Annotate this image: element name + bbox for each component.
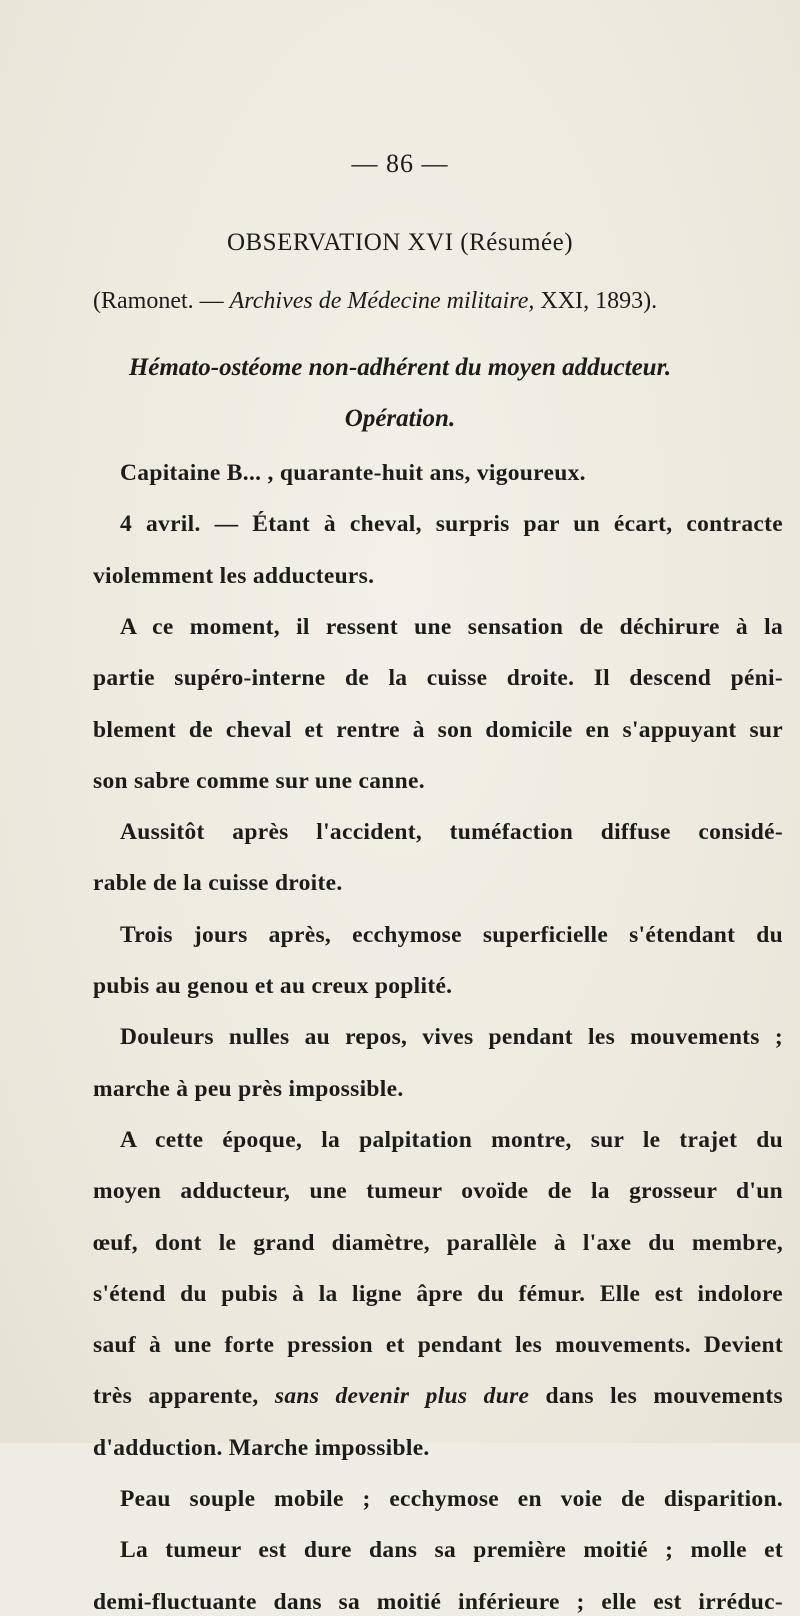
text-line: violemment les adducteurs. — [93, 562, 375, 589]
case-subtitle: Hémato-ostéome non-adhérent du moyen adducteur. — [128, 354, 672, 381]
italic-emphasis: sans devenir plus dure — [274, 1383, 530, 1410]
observation-title: OBSERVATION XVI (Résumée) — [226, 229, 574, 256]
reference-volume-year: XXI, 1893). — [540, 288, 658, 314]
text-line: rable de la cuisse droite. — [93, 870, 343, 897]
text-line: s'étend du pubis à la ligne âpre du fémur. Elle est indolore — [93, 1280, 783, 1307]
text-line: Douleurs nulles au repos, vives pendant les mouvements ; — [120, 1024, 783, 1051]
text-line: pubis au genou et au creux poplité. — [93, 973, 453, 999]
text-line: sauf à une forte pression et pendant les mouvements. Devient — [93, 1332, 783, 1359]
text-line: Peau souple mobile ; ecchymose en voie de disparition. — [120, 1486, 783, 1512]
text-line: très apparente, sans devenir plus dure dans les mouvements — [93, 1383, 783, 1410]
text-line: Aussitôt après l'accident, tuméfaction diffuse considé- — [120, 819, 783, 846]
text-line: marche à peu près impossible. — [93, 1075, 404, 1102]
text-line: blement de cheval et rentre à son domicile en s'appuyant sur — [93, 716, 783, 743]
text-line: d'adduction. Marche impossible. — [93, 1434, 430, 1461]
reference-author: (Ramonet. — — [93, 288, 224, 314]
bibliographic-reference — [93, 288, 773, 315]
text-line: A ce moment, il ressent une sensation de déchirure à la — [120, 613, 783, 640]
text-line: A cette époque, la palpitation montre, sur le trajet du — [120, 1126, 783, 1153]
text-line: Trois jours après, ecchymose superficielle s'étendant du — [120, 921, 783, 948]
text-line: Capitaine B... , quarante-huit ans, vigoureux. — [120, 460, 586, 486]
text-line: partie supéro-interne de la cuisse droite. Il descend péni- — [93, 665, 783, 692]
text-line: 4 avril. — Étant à cheval, surpris par un écart, contracte — [120, 511, 783, 538]
reference-journal: Archives de Médecine militaire, — [229, 288, 535, 314]
text-line: demi-fluctuante dans sa moitié inférieure ; elle est irréduc- — [93, 1588, 783, 1615]
text-line: œuf, dont le grand diamètre, parallèle à l'axe du membre, — [93, 1229, 783, 1256]
page-number: — 86 — — [351, 149, 449, 178]
text-line: La tumeur est dure dans sa première moitié ; molle et — [120, 1537, 783, 1564]
case-subtitle-operation: Opération. — [344, 405, 456, 432]
text-line: moyen adducteur, une tumeur ovoïde de la grosseur d'un — [93, 1178, 783, 1205]
text-line: son sabre comme sur une canne. — [93, 767, 425, 794]
